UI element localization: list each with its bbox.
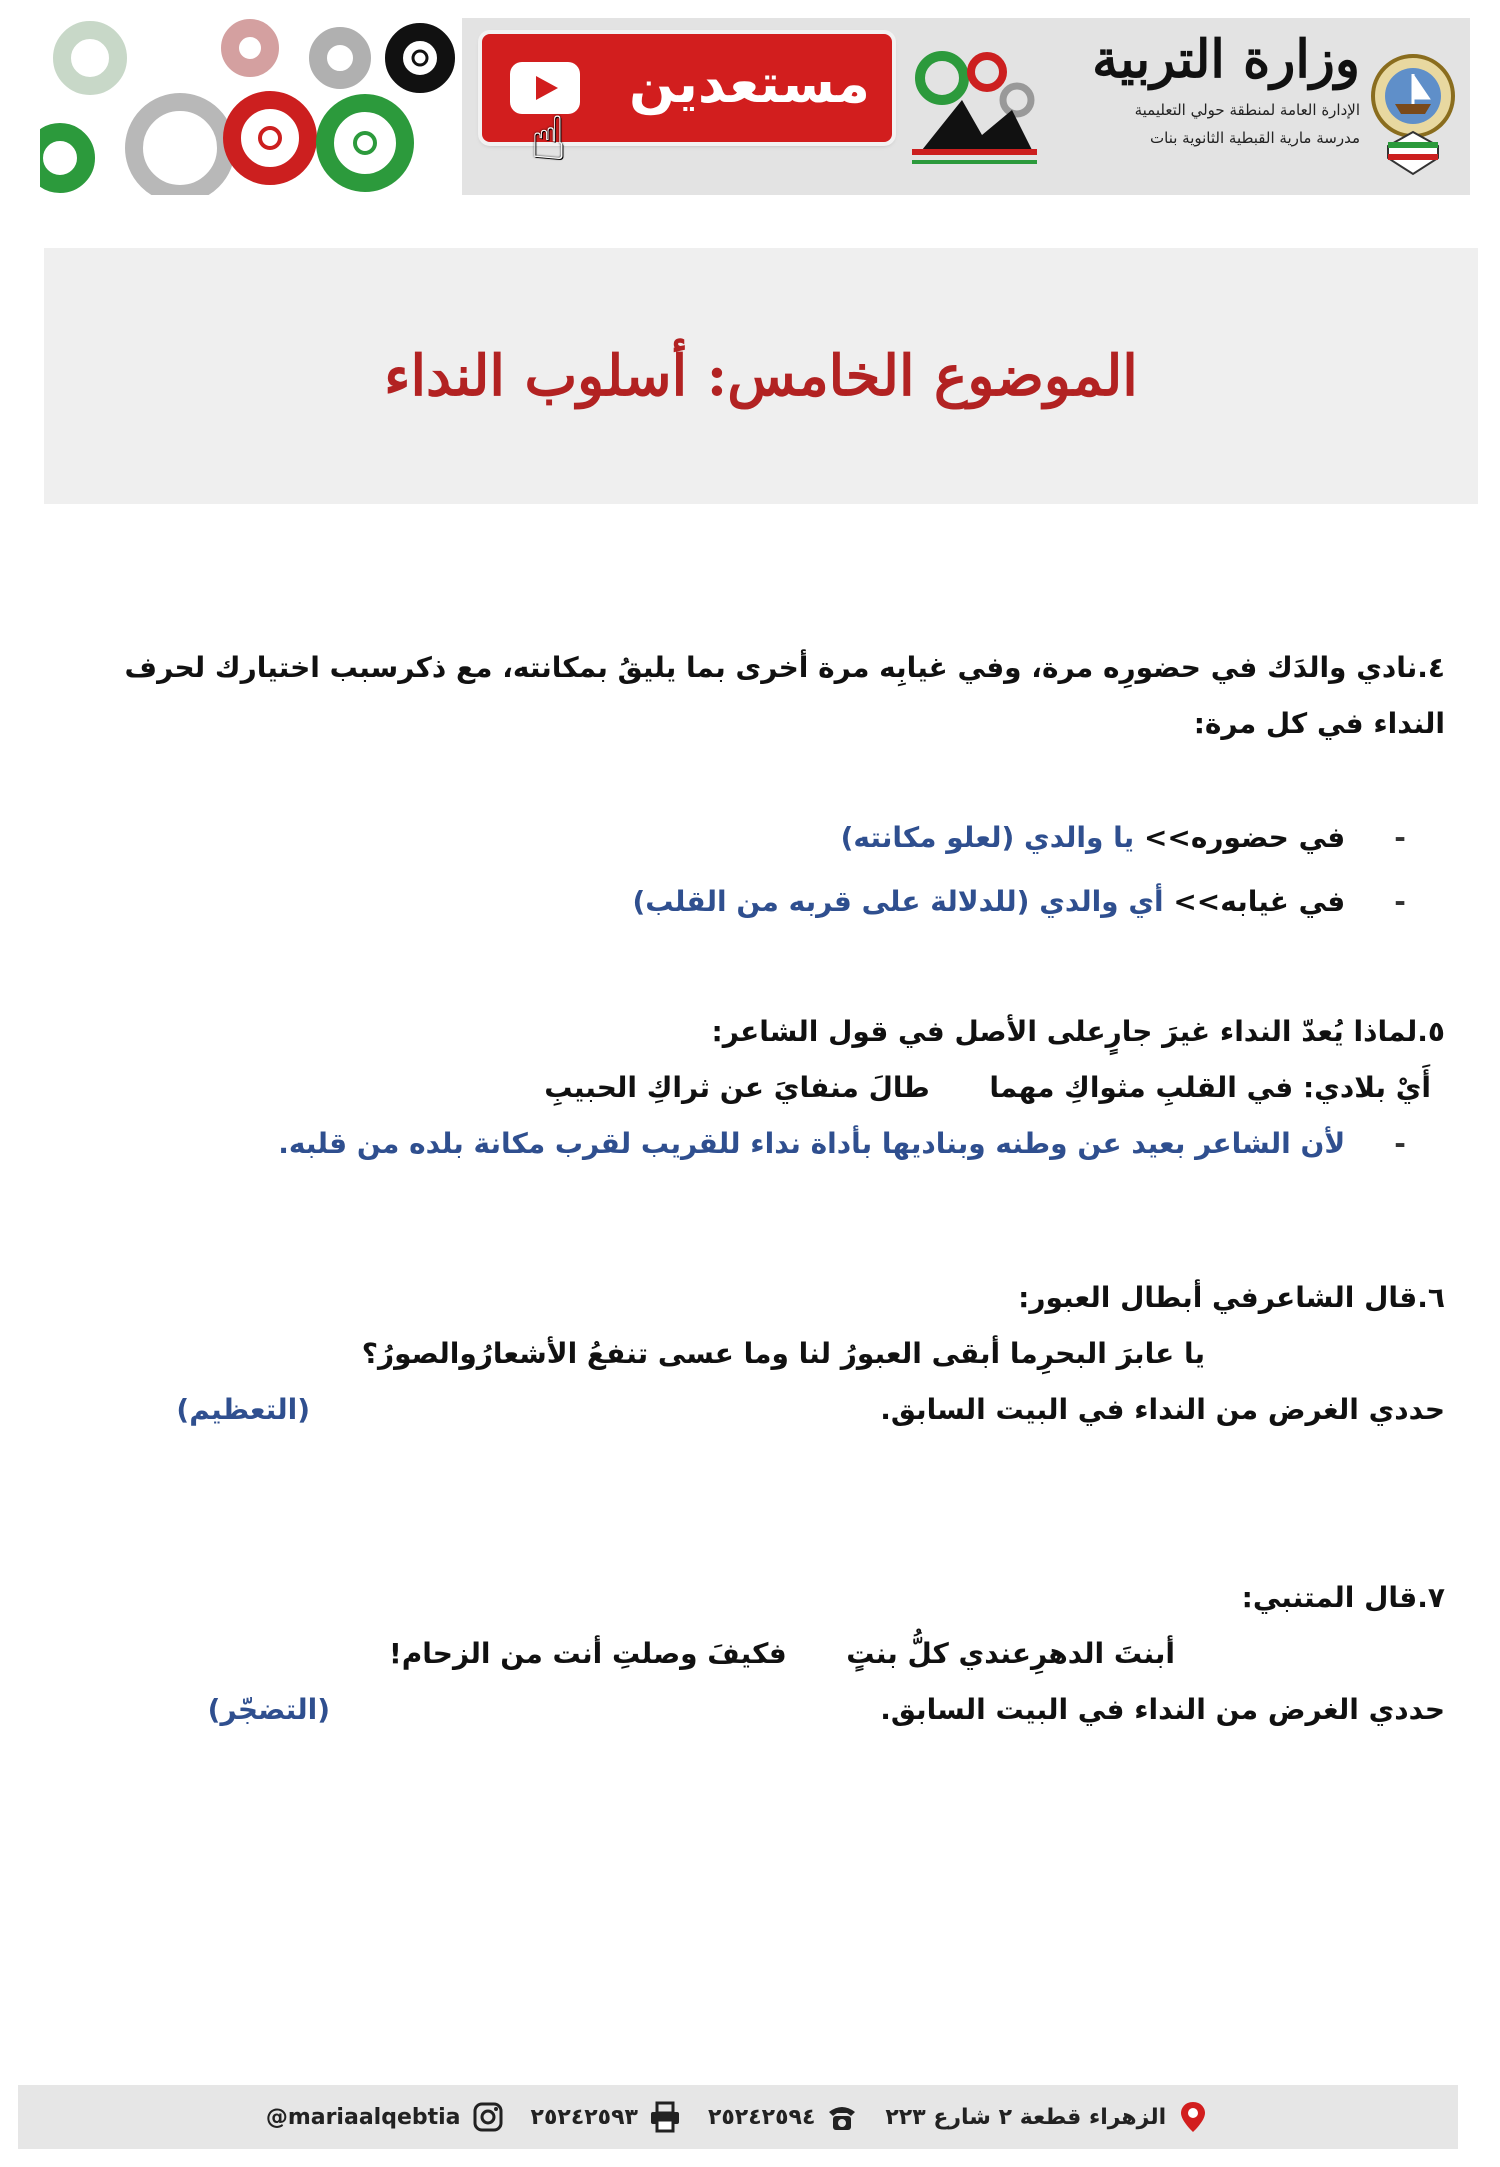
q7-verse xyxy=(389,1626,1175,1682)
ministry-title: وزارة التربية xyxy=(1092,29,1360,90)
fax-number: ٢٥٢٤٢٥٩٣ xyxy=(530,2104,638,2130)
q7-answer: (التضجّر) xyxy=(207,1693,330,1726)
q5-verse-first: أَيْ بلادي: في القلبِ مثواكِ مهما xyxy=(989,1071,1431,1104)
q7-line1: ٧.قال المتنبي: xyxy=(1241,1581,1445,1614)
subscribe-label: مستعدين xyxy=(629,52,870,115)
location-pin-icon xyxy=(1176,2100,1210,2134)
q6-question: حددي الغرض من النداء في البيت السابق. xyxy=(880,1393,1445,1426)
hand-cursor-icon: ☝ xyxy=(530,104,567,174)
header-banner xyxy=(40,18,1470,195)
fax-icon xyxy=(648,2100,682,2134)
q4-answer1 xyxy=(841,810,1445,866)
q4-line2: النداء في كل مرة: xyxy=(1193,707,1445,740)
q4-answer2 xyxy=(632,874,1445,930)
q7-verse-second: فكيفَ وصلتِ أنت من الزحام! xyxy=(388,1637,787,1670)
footer-fax xyxy=(531,2100,682,2134)
q4-answer2-text: أي والدي (للدلالة على قربه من القلب) xyxy=(632,885,1164,918)
q5-answer-text: لأن الشاعر بعيد عن وطنه وبناديها بأداة نداء للقريب لقرب مكانة بلده من قلبه. xyxy=(278,1127,1346,1160)
q4-answer2-prefix: في غيابه>> xyxy=(1173,885,1346,918)
q6-verse: يا عابرَ البحرِما أبقى العبورُ لنا وما عسى تنفعُ الأشعارُوالصورُ؟ xyxy=(361,1337,1205,1370)
q6-line1: ٦.قال الشاعرفي أبطال العبور: xyxy=(1018,1281,1445,1314)
footer-contact-bar xyxy=(18,2085,1458,2149)
footer-instagram[interactable] xyxy=(266,2100,505,2134)
q6-answer: (التعظيم) xyxy=(176,1393,310,1426)
q4-answer1-prefix: في حضوره>> xyxy=(1143,821,1346,854)
school-logo-icon xyxy=(902,40,1047,185)
q4-line1: ٤.نادي والدَك في حضورِه مرة، وفي غيابِه مرة أخرى بما يليقُ بمكانته، مع ذكرسبب اختيارك لحرف xyxy=(124,651,1445,684)
ministry-heading xyxy=(1092,24,1360,152)
dash-bullet: - xyxy=(1394,1127,1406,1160)
instagram-icon xyxy=(471,2100,505,2134)
footer-address xyxy=(885,2100,1210,2134)
q7-question: حددي الغرض من النداء في البيت السابق. xyxy=(880,1693,1445,1726)
address-text: الزهراء قطعة ٢ شارع ٢٢٣ xyxy=(885,2104,1167,2130)
kuwait-emblem-icon xyxy=(1370,34,1456,184)
page-title: الموضوع الخامس: أسلوب النداء xyxy=(384,343,1138,409)
phone-icon xyxy=(825,2100,859,2134)
dash-bullet: - xyxy=(1394,885,1406,918)
q7-verse-first: أبنتَ الدهرِعندي كلُّ بنتٍ xyxy=(846,1637,1175,1670)
dash-bullet: - xyxy=(1394,821,1406,854)
q5-line1: ٥.لماذا يُعدّ النداء غيرَ جارٍعلى الأصل في قول الشاعر: xyxy=(711,1015,1445,1048)
gears-decoration-icon xyxy=(40,18,462,195)
q5-verse-second: طالَ منفايَ عن ثراكِ الحبيبِ xyxy=(544,1071,930,1104)
q4-answer1-text: يا والدي (لعلو مكانته) xyxy=(840,821,1135,854)
school-name: مدرسة مارية القبطية الثانوية بنات xyxy=(1150,129,1360,147)
q5-answer xyxy=(278,1116,1445,1172)
q5-verse xyxy=(544,1060,1431,1116)
title-box xyxy=(44,248,1478,504)
instagram-handle: @mariaalqebtia xyxy=(265,2104,461,2130)
footer-phone xyxy=(708,2100,859,2134)
ministry-subtitle: الإدارة العامة لمنطقة حولي التعليمية xyxy=(1134,101,1360,119)
phone-number: ٢٥٢٤٢٥٩٤ xyxy=(707,2104,816,2130)
